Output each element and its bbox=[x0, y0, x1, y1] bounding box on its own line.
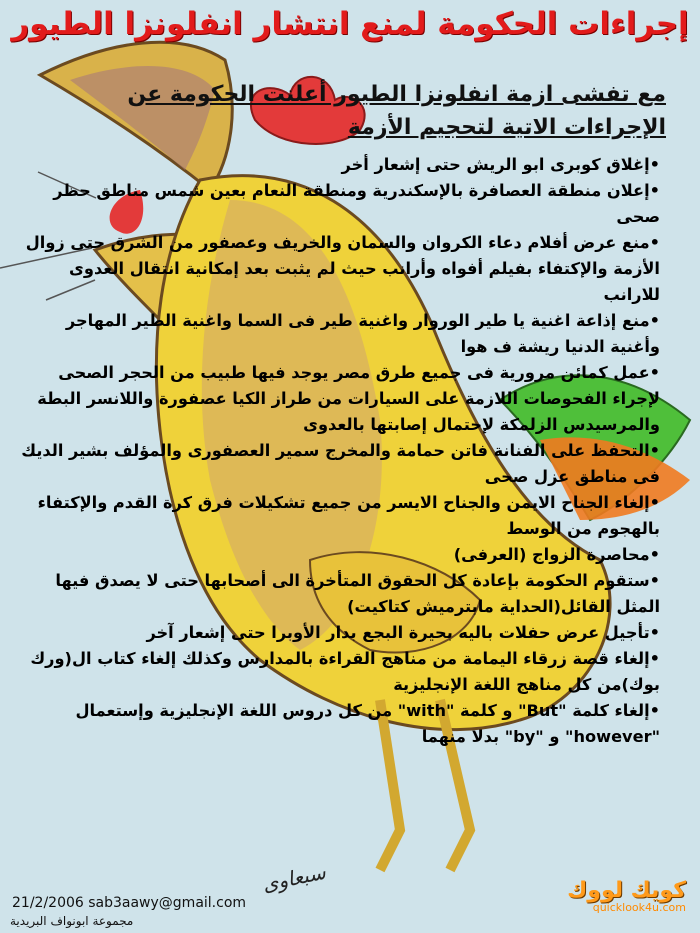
list-item: •منع عرض أفلام دعاء الكروان والسمان والخريف وعصفور من الشرق حتى زوال الأزمة والإكتفاء بفيلم أفواه وأرانب حيث لم يثبت بعد إمكانية انتقال العدوى للارانب bbox=[25, 233, 660, 304]
footer-group-name: مجموعة ابونواف البريدية bbox=[10, 914, 134, 928]
brand-logo bbox=[567, 878, 686, 914]
list-item: •ستقوم الحكومة بإعادة كل الحقوق المتأخرة الى أصحابها حتى لا يصدق فيها المثل القائل(الحداية مابترميش كتاكيت) bbox=[55, 571, 660, 616]
list-item: •محاصرة الزواج (العرفى) bbox=[453, 545, 660, 564]
list-item: •تأجيل عرض حفلات باليه بحيرة البجع بدار الأوبرا حتى إشعار آخر bbox=[146, 623, 660, 642]
footer-date-email: 21/2/2006 sab3aawy@gmail.com bbox=[12, 895, 247, 911]
list-item: •منع إذاعة اغنية يا طير الوروار واغنية طير فى السما واغنية الطير المهاجر وأغنية الدنيا ريشة ف هوا bbox=[65, 311, 660, 356]
list-item: •عمل كمائن مرورية فى جميع طرق مصر يوجد فيها طبيب من الحجر الصحى لإجراء الفحوصات اللازمة على السيارات من طراز الكيا عصفورة واللانسر البطة والمرسيدس الزلمكة لإحتمال إصابتها بالعدوى bbox=[37, 363, 660, 434]
measures-list bbox=[20, 152, 660, 750]
list-item: •إعلان منطقة العصافرة بالإسكندرية ومنطقة النعام بعين شمس مناطق حظر صحى bbox=[53, 181, 660, 226]
signature: سبعاوى bbox=[260, 859, 328, 897]
intro-heading: مع تفشى ازمة انفلونزا الطيور أعلنت الحكومة عن الإجراءات الاتية لتحجيم الأزمة bbox=[127, 82, 666, 140]
list-item: •إلغاء الجناح الايمن والجناح الايسر من جميع تشكيلات فرق كرة القدم والإكتفاء بالهجوم من الوسط bbox=[37, 493, 660, 538]
list-item: •إغلاق كوبرى ابو الريش حتى إشعار أخر bbox=[341, 155, 660, 174]
brand-name: كويك لووك bbox=[567, 878, 686, 903]
brand-url: quicklook4u.com bbox=[592, 901, 686, 914]
page-title: إجراءات الحكومة لمنع انتشار انفلونزا الطيور bbox=[11, 6, 689, 42]
list-item: •إلغاء قصة زرقاء اليمامة من مناهج القراءة بالمدارس وكذلك إلغاء كتاب ال(ورك بوك)من كل مناهج اللغة الإنجليزية bbox=[30, 649, 660, 694]
list-item: •إلغاء كلمة "But" و كلمة "with" من كل دروس اللغة الإنجليزية وإستعمال "however" و "by" بدلا منهما bbox=[75, 701, 660, 746]
list-item: •التحفظ على الفنانة فاتن حمامة والمخرج سمير العصفورى والمؤلف بشير الديك فى مناطق عزل صحى bbox=[21, 441, 660, 486]
